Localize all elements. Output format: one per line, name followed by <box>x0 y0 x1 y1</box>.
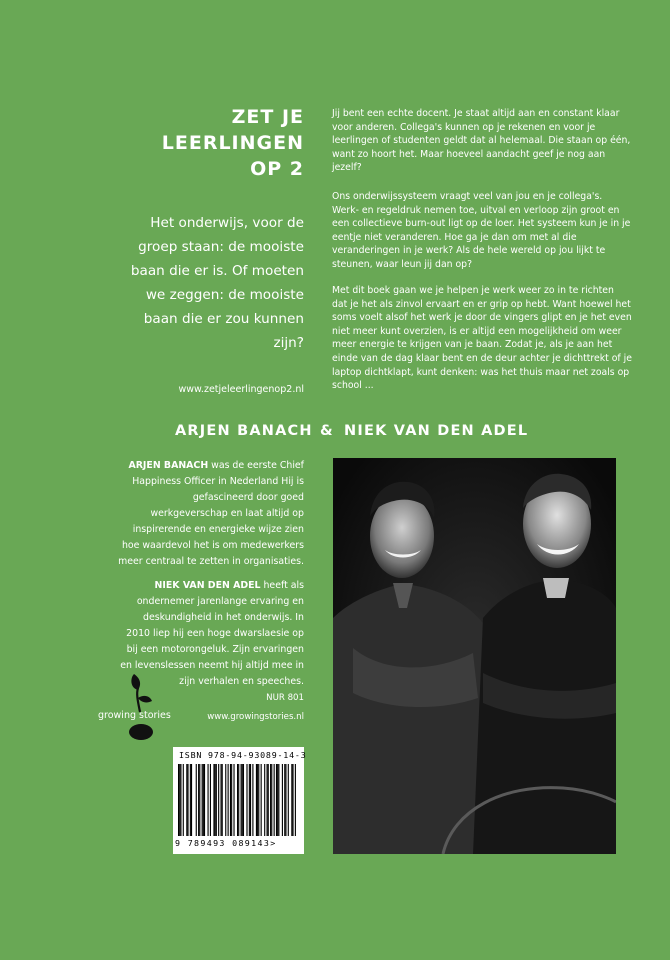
barcode-bar <box>258 764 259 836</box>
barcode-bar <box>292 764 293 836</box>
bio-niek-name: NIEK VAN DEN ADEL <box>154 580 261 591</box>
barcode-bar <box>190 764 191 836</box>
barcode-bar <box>250 764 251 836</box>
body-paragraph-2: Ons onderwijssysteem vraagt veel van jou en je collega's. Werk- en regeldruk nemen toe, uitval en verloop zijn groot en een collectieve burn-out ligt op de loer. Het systeem kun je in je eentje niet veranderen. Hoe ga je dan om met al die veranderingen in je werk? Als de hele wereld op jou lijkt te steunen, waar leun jij dan op? <box>332 191 631 270</box>
intro-text: Het onderwijs, voor de groep staan: de mooiste baan die er is. Of moeten we zeggen: de mooiste baan die er zou kunnen zijn? <box>130 215 304 351</box>
isbn-number: ISBN 978-94-93089-14-3 <box>179 750 307 760</box>
barcode-bar <box>288 764 289 836</box>
barcode-bar <box>285 764 286 836</box>
bio-arjen <box>118 458 304 570</box>
barcode-bar <box>243 764 244 836</box>
barcode-bar <box>222 764 223 836</box>
barcode-bar <box>276 764 277 836</box>
barcode-bar <box>180 764 181 836</box>
barcode-bar <box>191 764 192 836</box>
barcode-bar <box>270 764 271 836</box>
barcode-bar <box>213 764 214 836</box>
barcode-bar <box>264 764 265 836</box>
growing-stories-logo-icon <box>100 668 190 746</box>
barcode-bar <box>237 764 238 836</box>
barcode-bar <box>268 764 269 836</box>
barcode-bar <box>291 764 292 836</box>
ean-arrow: > <box>270 838 277 848</box>
barcode-bars <box>178 764 296 836</box>
barcode-bar <box>204 764 205 836</box>
barcode-bar <box>183 764 184 836</box>
barcode-bar <box>178 764 179 836</box>
author-2-name: NIEK VAN DEN ADEL <box>344 423 529 439</box>
barcode-bar <box>282 764 283 836</box>
barcode-bar <box>261 764 262 836</box>
barcode-bar <box>210 764 211 836</box>
bio-arjen-text: was de eerste Chief Happiness Officer in Nederland Hij is gefascineerd door goed werkgeverschap en laat altijd op inspirerende en energieke wijze zien hoe waardevol het is om medewerkers meer centraal te zetten in organisaties. <box>118 460 304 567</box>
bio-arjen-name: ARJEN BANACH <box>128 460 209 471</box>
barcode-bar <box>257 764 258 836</box>
title-line-1: ZET JE <box>231 106 304 128</box>
barcode-bar <box>179 764 180 836</box>
barcode-bar <box>295 764 296 836</box>
barcode-bar <box>242 764 243 836</box>
ean-digits: 9 789493 089143 <box>175 838 271 848</box>
book-title <box>100 104 304 182</box>
barcode-bar <box>252 764 253 836</box>
barcode-bar <box>233 764 234 836</box>
barcode-bar <box>208 764 209 836</box>
book-website: www.zetjeleerlingenop2.nl <box>178 384 304 395</box>
bio-niek-text: heeft als ondernemer jarenlange ervaring en deskundigheid in het onderwijs. In 2010 liep hij een hoge dwarslaesie op bij een motorongeluk. Zijn ervaringen en levenslessen neemt hij altijd mee in zijn verhalen en speeches. <box>120 580 304 687</box>
body-paragraph-1: Jij bent een echte docent. Je staat altijd aan en constant klaar voor anderen. Collega's kunnen op je rekenen en voor je leerlingen of studenten geldt dat al helemaal. Die staan op één, want zo hoort het. Maar hoeveel aandacht geef je nog aan jezelf? <box>332 108 631 174</box>
barcode-panel <box>173 747 307 854</box>
barcode-bar <box>277 764 278 836</box>
barcode-bar <box>203 764 204 836</box>
title-line-3: OP 2 <box>250 158 304 180</box>
barcode-bar <box>238 764 239 836</box>
barcode-bar <box>186 764 187 836</box>
barcode-bar <box>267 764 268 836</box>
barcode-bar <box>249 764 250 836</box>
authors-heading <box>175 423 535 439</box>
barcode-bar <box>220 764 221 836</box>
barcode-bar <box>196 764 197 836</box>
publisher-website: www.growingstories.nl <box>207 712 304 722</box>
barcode-bar <box>271 764 272 836</box>
ean-number <box>175 838 277 848</box>
barcode-bar <box>215 764 216 836</box>
barcode-bar <box>231 764 232 836</box>
title-line-2: LEERLINGEN <box>161 132 304 154</box>
barcode-bar <box>216 764 217 836</box>
barcode-bar <box>278 764 279 836</box>
barcode-bar <box>202 764 203 836</box>
barcode-bar <box>228 764 229 836</box>
author-photo <box>333 458 616 854</box>
barcode-bar <box>199 764 200 836</box>
barcode-bar <box>246 764 247 836</box>
barcode-bar <box>284 764 285 836</box>
barcode-bar <box>230 764 231 836</box>
barcode-bar <box>198 764 199 836</box>
ampersand: & <box>319 423 334 439</box>
barcode-bar <box>218 764 219 836</box>
body-paragraph-3: Met dit boek gaan we je helpen je werk weer zo in te richten dat je het als zinvol ervaart en er grip op hebt. Want hoewel het soms voelt alsof het werk je door de vingers glipt en je het even niet meer kunt overzien, is er altijd een mogelijkheid om weer meer energie te krijgen van je baan. Zodat je, als je aan het einde van de dag klaar bent en de deur achter je dichttrekt of je laptop dichtklapt, kunt denken: was het thuis maar net zoals op school ... <box>332 285 632 392</box>
publisher-logo-text: growing stories <box>98 710 171 721</box>
barcode-bar <box>274 764 275 836</box>
barcode-bar <box>225 764 226 836</box>
nur-code: NUR 801 <box>266 693 304 703</box>
barcode-bar <box>256 764 257 836</box>
barcode-bar <box>241 764 242 836</box>
barcode-bar <box>187 764 188 836</box>
author-1-name: ARJEN BANACH <box>175 423 313 439</box>
